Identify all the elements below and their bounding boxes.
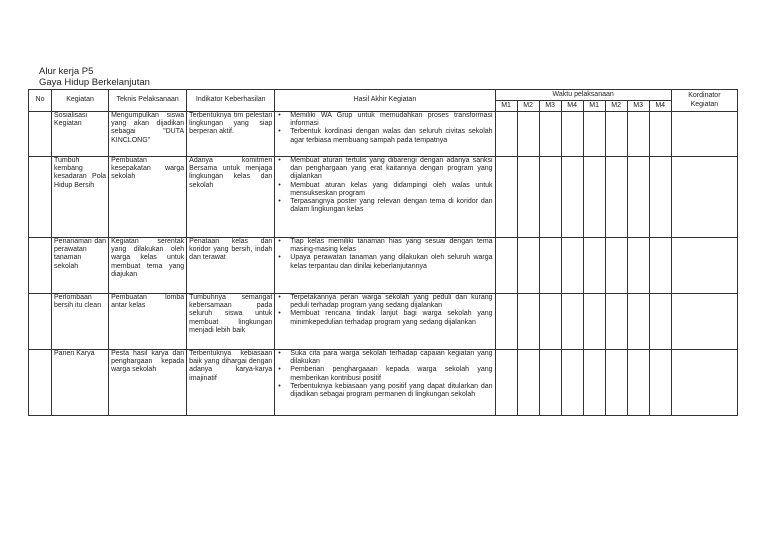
cell-week [649,238,671,294]
header-week: M3 [539,101,561,112]
cell-week [605,112,627,157]
result-item: • Terpetakannya peran warga sekolah yang peduli dan kurang peduli terhadap program yang sedang dijalankan [277,294,492,310]
cell-week [605,350,627,416]
result-item: • Terbentuknya kebiasaan yang positif yang dapat ditularkan dan dijadikan sebagai program permanen di lingkungan sekolah [277,383,492,399]
cell-week [539,112,561,157]
header-week: M2 [517,101,539,112]
cell-kegiatan: Sosialisasi Kegiatan [52,112,109,157]
cell-week [561,112,583,157]
header-waktu: Waktu pelaksanaan [495,90,671,101]
cell-week [649,157,671,238]
document-title: Alur kerja P5 [39,66,94,77]
cell-week [605,294,627,350]
header-week: M1 [583,101,605,112]
header-week: M4 [561,101,583,112]
cell-no [29,157,52,238]
cell-kegiatan: Tumbuh kembang kesadaran Pola Hidup Bersih [52,157,109,238]
cell-hasil [275,157,495,238]
header-hasil: Hasil Akhir Kegiatan [275,90,495,112]
result-list [277,112,492,145]
header-koordinator: Kordinator Kegiatan [671,90,737,112]
cell-week [561,350,583,416]
cell-week [539,294,561,350]
cell-week [605,157,627,238]
cell-week [561,157,583,238]
result-item: • Terbentuk kordinasi dengan walas dan seluruh civitas sekolah agar terbiasa membuang sampah pada tempatnya [277,128,492,144]
result-list [277,350,492,399]
cell-week [649,112,671,157]
cell-indikator: Terbentuknya tim pelestari lingkungan yang siap berperan aktif. [187,112,275,157]
cell-no [29,112,52,157]
cell-koordinator [671,350,737,416]
table-row [29,350,738,416]
cell-week [627,238,649,294]
cell-week [605,238,627,294]
cell-week [627,294,649,350]
result-item: • Memiliki WA Grup untuk memudahkan proses transformasi informasi [277,112,492,128]
header-kegiatan: Kegiatan [52,90,109,112]
cell-week [583,112,605,157]
header-week: M2 [605,101,627,112]
cell-hasil [275,294,495,350]
cell-teknis: Pembuatan lomba antar kelas [109,294,187,350]
table-row [29,238,738,294]
result-item: • Upaya perawatan tanaman yang dilakukan oleh seluruh warga kelas terpantau dan dinilai keberlanjutannya [277,254,492,270]
cell-indikator: Penataan kelas dan koridor yang bersih, indah dan terawat [187,238,275,294]
cell-no [29,238,52,294]
cell-no [29,294,52,350]
cell-week [517,112,539,157]
cell-week [517,350,539,416]
cell-week [539,157,561,238]
cell-week [539,350,561,416]
cell-week [627,112,649,157]
cell-koordinator [671,294,737,350]
cell-week [517,294,539,350]
cell-teknis: Pembuatan kesepakatan warga sekolah [109,157,187,238]
cell-week [627,157,649,238]
cell-hasil [275,350,495,416]
cell-week [583,350,605,416]
cell-koordinator [671,112,737,157]
result-item: • Suka cita para warga sekolah terhadap capaian kegiatan yang dilakukan [277,350,492,366]
header-week: M4 [649,101,671,112]
cell-teknis: Kegiatan serentak yang dilakukan oleh warga kelas untuk membuat tema yang diajukan [109,238,187,294]
table-row [29,112,738,157]
cell-week [495,112,517,157]
cell-week [517,157,539,238]
result-item: • Membuat rencana tindak lanjut bagi warga sekolah yang minimkepedulian terhadap program yang sedang dijalankan [277,310,492,326]
header-indikator: Indikator Keberhasilan [187,90,275,112]
header-week: M3 [627,101,649,112]
cell-no [29,350,52,416]
cell-indikator: Tumbuhnya semangat kebersamaan pada seluruh siswa untuk membuat lingkungan menjadi lebih baik [187,294,275,350]
cell-week [561,238,583,294]
cell-week [539,238,561,294]
cell-indikator: Adanya komitmen Bersama untuk menjaga lingkungan kelas dan sekolah [187,157,275,238]
cell-kegiatan: Perlombaan bersih itu clean [52,294,109,350]
cell-week [561,294,583,350]
table-row [29,157,738,238]
cell-week [495,294,517,350]
cell-kegiatan: Penanaman dan perawatan tanaman sekolah [52,238,109,294]
cell-indikator: Terbentuknya kebiasaan baik yang dihargai dengan adanya karya-karya imajinatif [187,350,275,416]
result-item: • Membuat aturan kelas yang didampingi oleh walas untuk mensukseskan program [277,182,492,198]
header-week: M1 [495,101,517,112]
result-list [277,238,492,271]
cell-hasil [275,112,495,157]
result-item: • Pemberian penghargaaan kepada warga sekolah yang memberikan kontribusi positif [277,366,492,382]
result-list [277,157,492,214]
cell-kegiatan: Panen Karya [52,350,109,416]
cell-week [627,350,649,416]
cell-week [495,238,517,294]
cell-week [649,350,671,416]
result-item: • Terpasangnya poster yang relevan dengan tema di koridor dan dalam lingkungan kelas [277,198,492,214]
work-plan-table [28,89,738,416]
table-row [29,294,738,350]
cell-hasil [275,238,495,294]
result-item: • Tiap kelas memiliki tanaman hias yang sesuai dengan tema masing-masing kelas [277,238,492,254]
document-subtitle: Gaya Hidup Berkelanjutan [39,77,150,88]
cell-koordinator [671,157,737,238]
cell-week [495,157,517,238]
result-list [277,294,492,327]
header-no: No [29,90,52,112]
cell-koordinator [671,238,737,294]
result-item: • Membuat aturan tertulis yang dibarengi dengan adanya sanksi dan penghargaan yang erat kaitannya dengan program yang dijalankan [277,157,492,182]
cell-week [583,157,605,238]
header-teknis: Teknis Pelaksanaan [109,90,187,112]
cell-week [649,294,671,350]
cell-week [517,238,539,294]
cell-week [583,238,605,294]
cell-week [583,294,605,350]
cell-teknis: Mengumpulkan siswa yang akan dijadikan sebagai "DUTA KINCLONG" [109,112,187,157]
cell-teknis: Pesta hasil karya dan penghargaan kepada warga sekolah [109,350,187,416]
cell-week [495,350,517,416]
